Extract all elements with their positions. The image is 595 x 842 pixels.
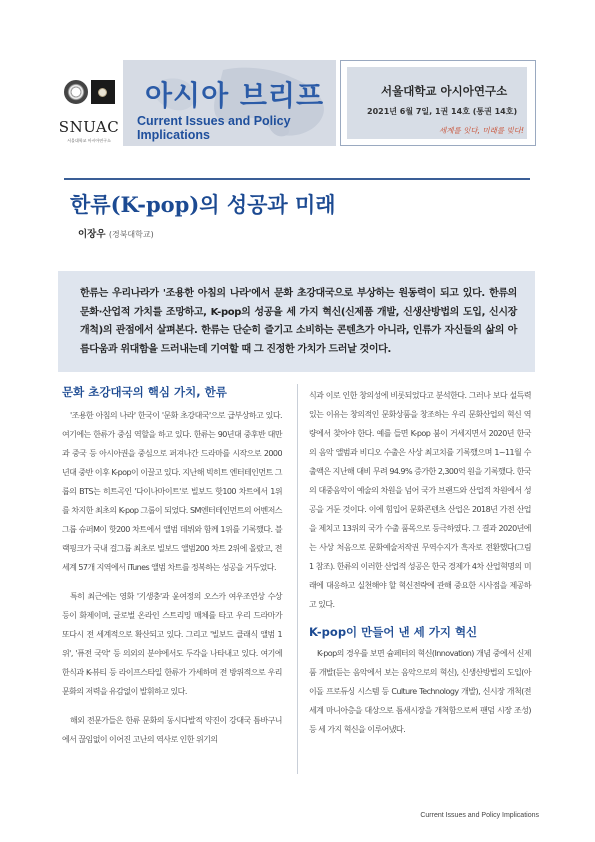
institute-mark-icon <box>91 80 115 104</box>
institute-slogan: 세계를 잇다, 미래를 빚다! <box>439 126 524 135</box>
institute-panel <box>340 60 536 146</box>
author-affiliation: (경북대학교) <box>108 230 154 239</box>
paragraph: 특히 최근에는 영화 '기생충'과 윤여정의 오스카 여우조연상 수상 등이 화제이며, 글로벌 온라인 스트리밍 매체를 타고 우리 드라마가 또다시 전 세계적으로 확산되고 있다. 그리고 '빌보드 클래식 앨범 1위', '퓨전 국악' 등 의외의 분야에서도 두각을 나타내고 있다. 여기에 한식과 K-뷰티 등 라이프스타일 한류가 가세하며 전 방위적으로 우리 문화의 저력을 유감없이 발휘하고 있다. <box>62 592 282 696</box>
section-heading-three-innovations: K-pop이 만들어 낸 세 가지 혁신 <box>309 625 478 639</box>
masthead-subtitle: Current Issues and Policy Implications <box>137 114 291 142</box>
paragraph: K-pop의 경우를 보면 슘페터의 혁신(Innovation) 개념 중에서 신제품 개발(듣는 음악에서 보는 음악으로의 혁신), 신생산방법의 도입(아이돌 프로듀싱 시스템 등 Culture Technology 개발), 신시장 개척(전 세계 마니아층을 대상으로 틈새시장을 개척함으로써 팬덤 시장 조성) 등 세 가지 혁신을 이루어냈다. <box>309 649 531 734</box>
masthead <box>0 0 595 175</box>
right-column <box>309 386 531 749</box>
article-title: 한류(K-pop)의 성공과 미래 <box>70 192 336 217</box>
paragraph: 해외 전문가들은 한류 문화의 동시다발적 약진이 강대국 틈바구니에서 끊임없이 이어진 고난의 역사로 인한 위기의 <box>62 716 282 744</box>
column-divider <box>297 384 298 774</box>
summary-text: 한류는 우리나라가 '조용한 아침의 나라'에서 문화 초강대국으로 부상하는 원동력이 되고 있다. 한류의 문화·산업적 가치를 조망하고, K-pop의 성공을 세 가지 혁신(신제품 개발, 신생산방법의 도입, 신시장 개척)의 관점에서 살펴본다. 한류는 단순히 즐기고 소비하는 콘텐츠가 아니라, 인류가 자신들의 삶의 아름다움과 위대함을 드러내는데 기여할 때 그 진정한 가치가 드러날 것이다. <box>80 288 517 355</box>
university-seal-icon <box>64 80 88 104</box>
issue-info: 2021년 6월 7일, 1권 14호 (통권 14호) <box>367 107 518 116</box>
institute-name: 서울대학교 아시아연구소 <box>381 84 508 98</box>
paragraph: '조용한 아침의 나라' 한국이 '문화 초강대국'으로 급부상하고 있다. 여기에는 한류가 중심 역할을 하고 있다. 한류는 90년대 중후반 대만과 중국 등 아시아권을 중심으로 퍼져나간 드라마를 시작으로 2000년대 중반 이후 K-pop이 이끌고 있다. 지난해 빅히트 엔터테인먼트 그룹의 BTS는 히트곡인 '다이나마이트'로 빌보드 핫100 차트에서 1위를 차지한 최초의 K-pop 그룹이 되었다. SM엔터테인먼트의 어벤저스 그룹 슈퍼M이 핫200 차트에서 앨범 데뷔와 함께 1위를 기록했다. 블랙핑크가 국내 걸그룹 최초로 빌보드 앨범200 차트 2위에 올랐고, 전 세계 57개 지역에서 iTunes 앨범 차트를 정복하는 성공을 거두었다. <box>62 411 282 572</box>
author-name: 이장우 <box>78 229 106 240</box>
left-column <box>62 384 282 759</box>
footer-text: Current Issues and Policy Implications <box>420 812 539 819</box>
masthead-title-panel <box>123 60 336 146</box>
author-line <box>78 226 154 240</box>
emblem-icon <box>59 70 119 114</box>
section-heading-core-value: 문화 초강대국의 핵심 가치, 한류 <box>62 385 227 399</box>
header-rule <box>64 178 530 180</box>
snuac-logo <box>58 70 120 160</box>
logo-subtext: 서울대학교 아시아연구소 <box>67 138 111 143</box>
summary-box <box>58 271 535 372</box>
masthead-title: 아시아 브리프 <box>145 79 325 112</box>
logo-text: SNUAC <box>58 118 120 136</box>
paragraph: 식과 이로 인한 창의성에 비롯되었다고 분석한다. 그러나 보다 설득력 있는 이유는 창의적인 문화상품을 창조하는 우리 문화산업의 혁신 역량에서 찾아야 한다. 예를 들면 K-pop 붐이 거세지면서 2020년 한국의 음악 앨범과 비디오 수출은 사상 최고치를 기록했으며 1~11월 수출액은 지난해 대비 무려 94.9% 증가한 2,300억 원을 기록했다. 한국의 대중음악이 예술의 차원을 넘어 국가 브랜드와 산업적 차원에서 성공을 거둔 것이다. 이에 힘입어 문화콘텐츠 산업은 2018년 가전 산업을 제치고 13위의 국가 수출 품목으로 등극하였다. 그 결과 2020년에는 사상 처음으로 문화예술저작권 무역수지가 흑자로 전환했다(그림 1 참조). 한류의 이러한 산업적 성공은 한국 경제가 4차 산업혁명의 미래에 대응하고 실천해야 할 혁신전략에 관해 중요한 시사점을 제공하고 있다. <box>309 391 531 609</box>
